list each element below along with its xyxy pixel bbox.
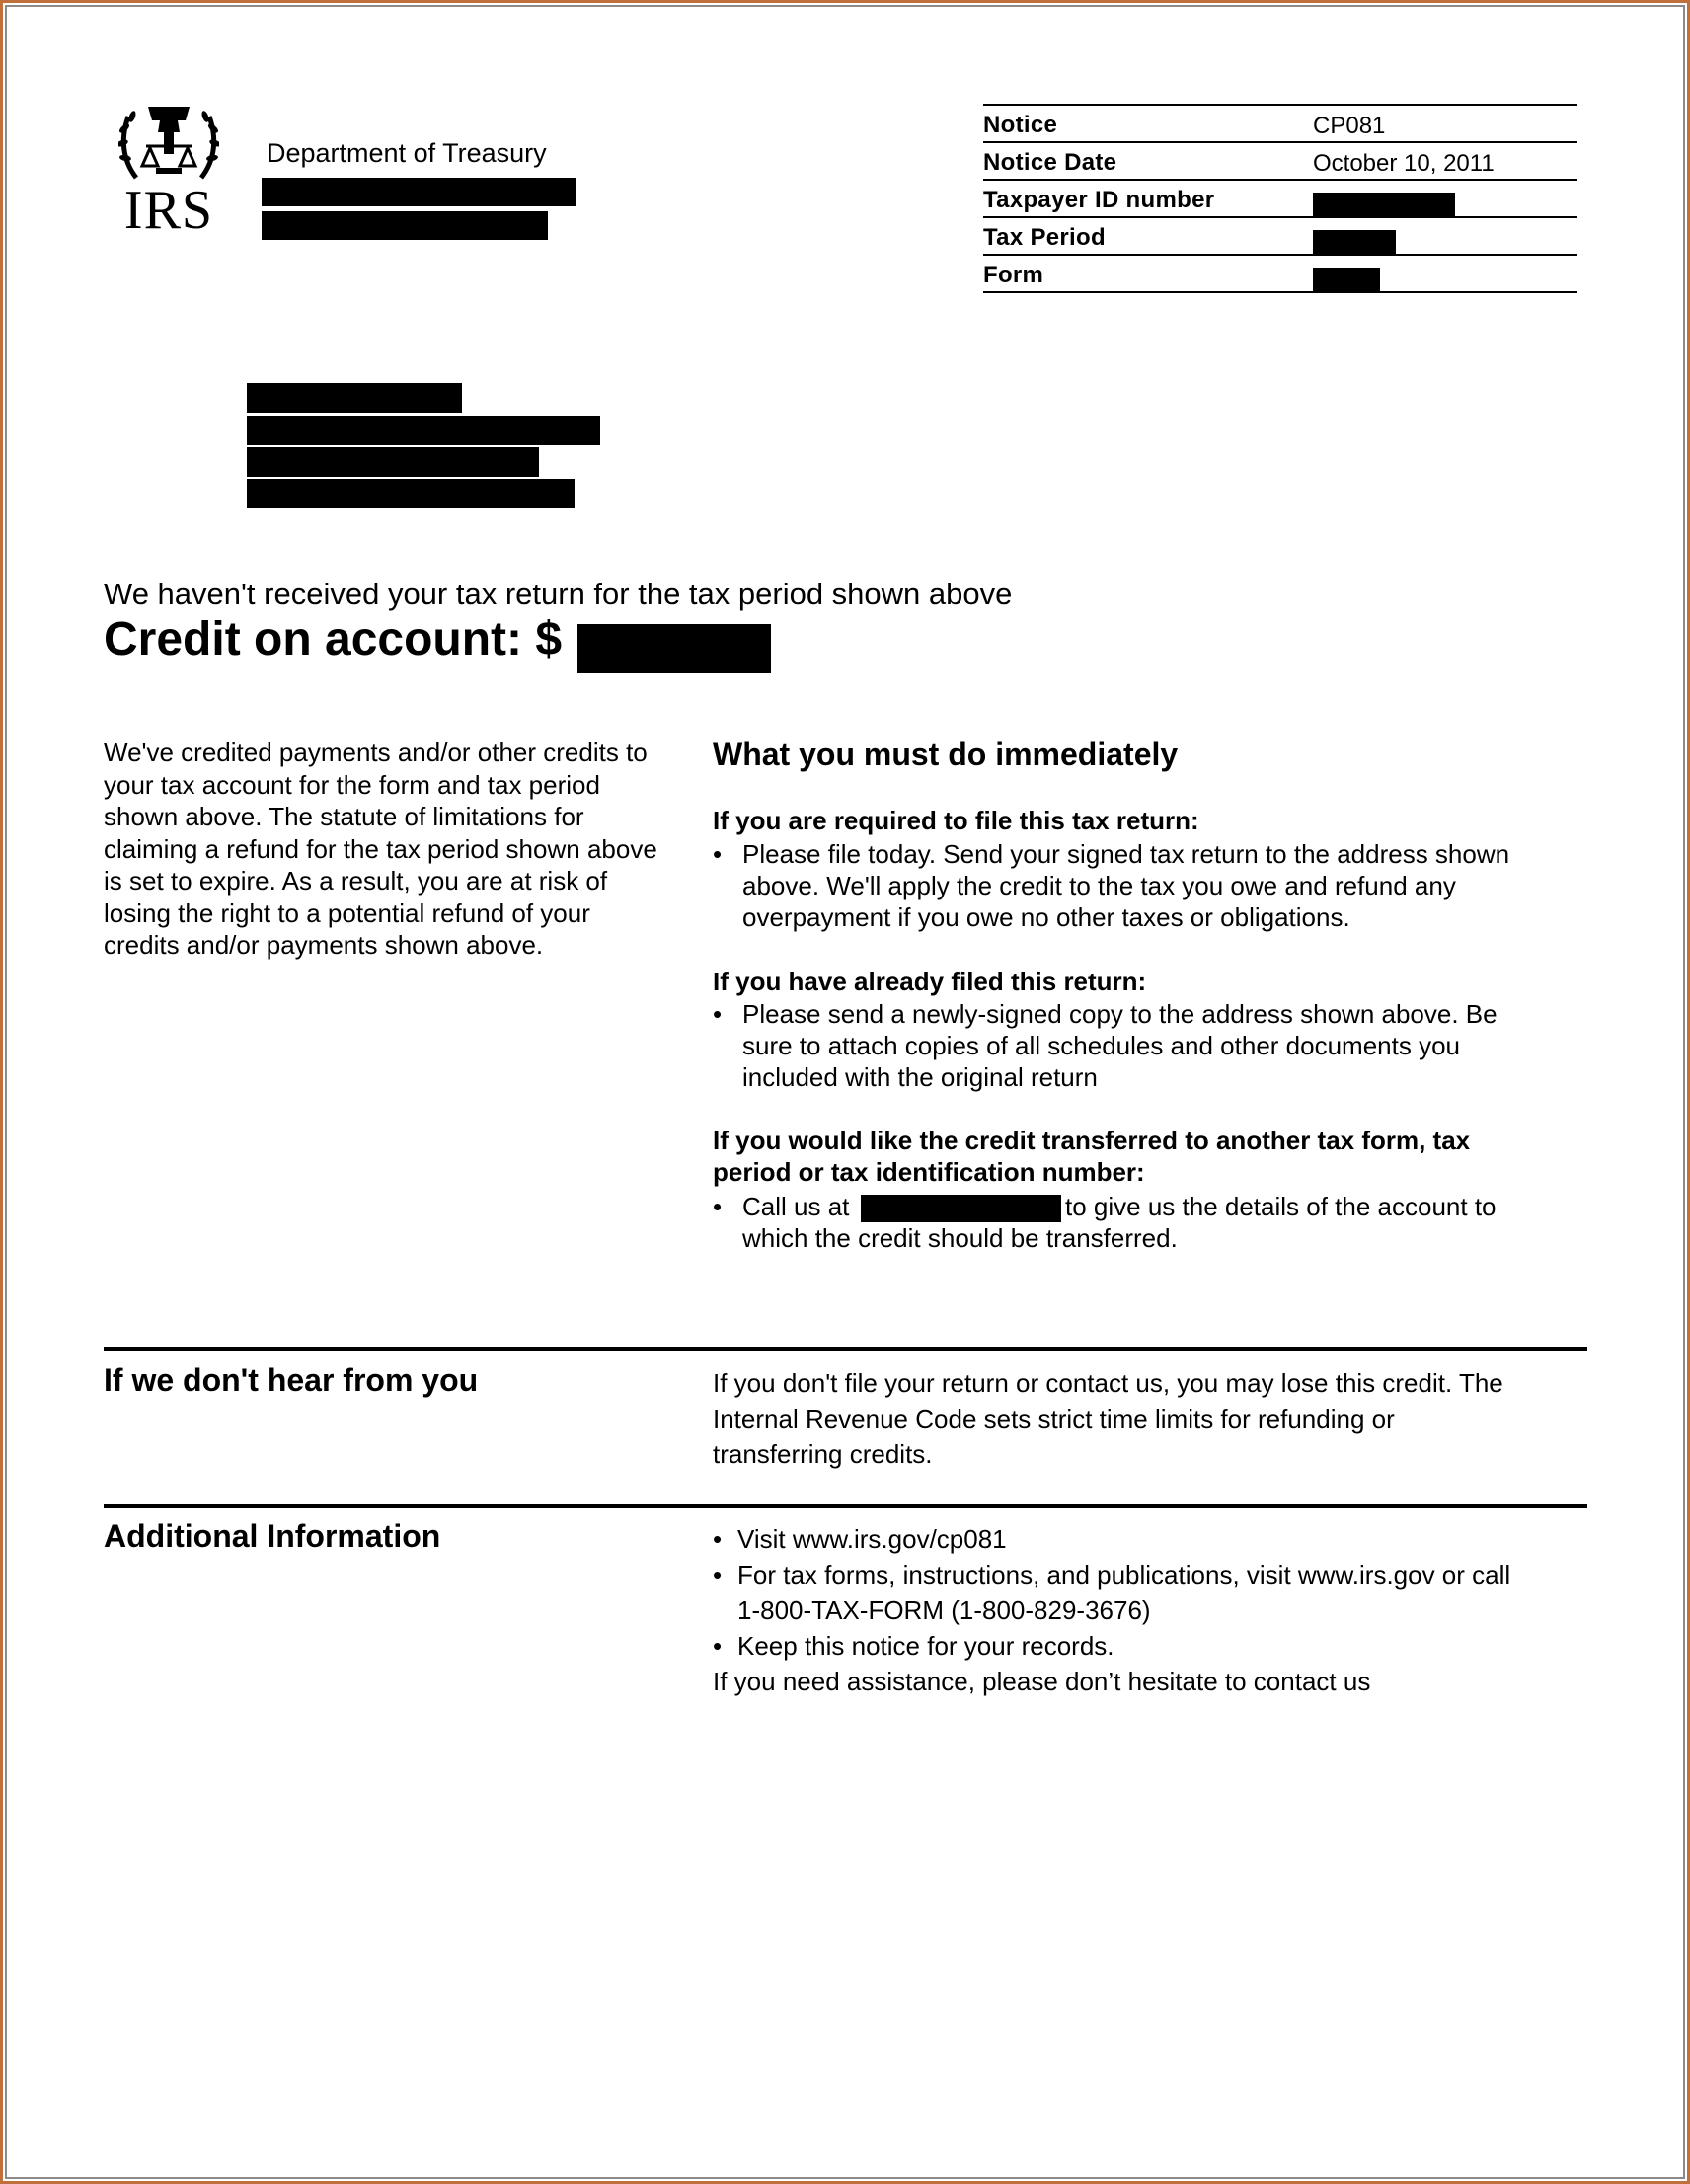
must-do-heading: What you must do immediately <box>713 737 1179 772</box>
bullet-icon: • <box>713 999 723 1029</box>
redacted-tax-period <box>1313 230 1396 255</box>
form-label: Form <box>983 262 1044 288</box>
section-divider <box>104 1347 1587 1351</box>
taxpayer-id-row <box>983 179 1577 216</box>
explanation-paragraph <box>104 737 696 962</box>
explanation-line: credits and/or payments shown above. <box>104 930 544 960</box>
tax-period-row <box>983 216 1577 254</box>
bullet-line: Please file today. Send your signed tax return to the address shown <box>742 839 1510 869</box>
bullet-line: sure to attach copies of all schedules and other documents you <box>742 1031 1460 1060</box>
call-us-suffix: to give us the details of the account to <box>1065 1192 1497 1221</box>
eagle-emblem-icon <box>118 99 219 180</box>
additional-bullet <box>713 1557 1581 1628</box>
section-heading-line: period or tax identification number: <box>713 1157 1145 1187</box>
redacted-credit-amount <box>577 624 771 673</box>
additional-info-list <box>713 1521 1581 1699</box>
bullet-text <box>742 838 1509 933</box>
section-heading <box>713 805 1581 836</box>
dont-hear-heading: If we don't hear from you <box>104 1363 479 1398</box>
bullet-line: included with the original return <box>742 1062 1098 1092</box>
notice-date-row <box>983 141 1577 179</box>
notice-lead-text: We haven't received your tax return for the tax period shown above <box>104 577 1013 611</box>
section-heading-line: If you would like the credit transferred to another tax form, tax <box>713 1126 1471 1155</box>
section-heading-line: If you are required to file this tax return: <box>713 806 1199 835</box>
department-name: Department of Treasury <box>267 138 547 168</box>
additional-info-heading: Additional Information <box>104 1519 441 1554</box>
notice-date-label: Notice Date <box>983 149 1117 176</box>
bullet-line: above. We'll apply the credit to the tax you owe and refund any <box>742 871 1456 900</box>
taxpayer-id-label: Taxpayer ID number <box>983 187 1215 213</box>
notice-value: CP081 <box>1313 113 1386 139</box>
irs-logo <box>118 99 219 247</box>
redacted-sender-line <box>262 211 548 240</box>
bullet-line: which the credit should be transferred. <box>742 1223 1178 1253</box>
explanation-line: claiming a refund for the tax period shown above <box>104 833 657 864</box>
redacted-address-line <box>247 416 600 445</box>
section-heading <box>713 966 1581 997</box>
redacted-address-line <box>247 383 462 413</box>
bullet-line: Please send a newly-signed copy to the address shown above. Be <box>742 999 1498 1029</box>
bullet-line: overpayment if you owe no other taxes or obligations. <box>742 902 1350 932</box>
bullet-icon: • <box>713 1524 723 1554</box>
explanation-line: shown above. The statute of limitations for <box>104 802 584 831</box>
bullet-icon: • <box>713 1631 723 1661</box>
irs-logo-text: IRS <box>123 180 214 241</box>
call-us-prefix: Call us at <box>742 1192 850 1221</box>
dont-hear-text <box>713 1365 1581 1472</box>
bullet-text <box>742 1191 1497 1254</box>
redacted-phone-number <box>861 1195 1061 1222</box>
redacted-address-line <box>247 479 575 508</box>
additional-bullet <box>713 1628 1581 1664</box>
section-heading-line: If you have already filed this return: <box>713 967 1147 996</box>
redacted-address-line <box>247 447 539 477</box>
bullet-icon: • <box>713 839 723 869</box>
credit-on-account-heading: Credit on account: $ <box>104 613 563 665</box>
additional-bullet-line: Keep this notice for your records. <box>737 1631 1114 1661</box>
redacted-taxpayer-id <box>1313 193 1455 217</box>
bullet-icon: • <box>713 1560 723 1590</box>
dont-hear-line: If you don't file your return or contact us, you may lose this credit. The <box>713 1368 1503 1398</box>
section-heading <box>713 1125 1581 1188</box>
section-divider <box>104 1504 1587 1508</box>
redacted-form <box>1313 268 1380 292</box>
additional-bullet-line: 1-800-TAX-FORM (1-800-829-3676) <box>737 1596 1151 1625</box>
redacted-sender-line <box>262 178 576 206</box>
assistance-closing-text: If you need assistance, please don’t hesitate to contact us <box>713 1667 1371 1696</box>
notice-label: Notice <box>983 112 1058 138</box>
notice-date-value: October 10, 2011 <box>1313 150 1495 177</box>
bullet-line <box>742 1191 1497 1222</box>
additional-bullet-line: Visit www.irs.gov/cp081 <box>737 1524 1007 1554</box>
dont-hear-line: Internal Revenue Code sets strict time limits for refunding or <box>713 1404 1395 1434</box>
dont-hear-line: transferring credits. <box>713 1440 933 1469</box>
explanation-line: We've credited payments and/or other credits to <box>104 738 648 767</box>
additional-bullet <box>713 1521 1581 1557</box>
explanation-line: is set to expire. As a result, you are at risk of <box>104 866 608 896</box>
bullet-text <box>742 998 1498 1093</box>
explanation-line: losing the right to a potential refund of your <box>104 897 590 928</box>
additional-bullet-line: For tax forms, instructions, and publications, visit www.irs.gov or call <box>737 1560 1511 1590</box>
tax-period-label: Tax Period <box>983 224 1106 251</box>
notice-row <box>983 104 1577 141</box>
notice-info-table <box>983 104 1577 293</box>
explanation-line: your tax account for the form and tax period <box>104 769 600 800</box>
bullet-icon: • <box>713 1192 723 1221</box>
form-row <box>983 254 1577 293</box>
